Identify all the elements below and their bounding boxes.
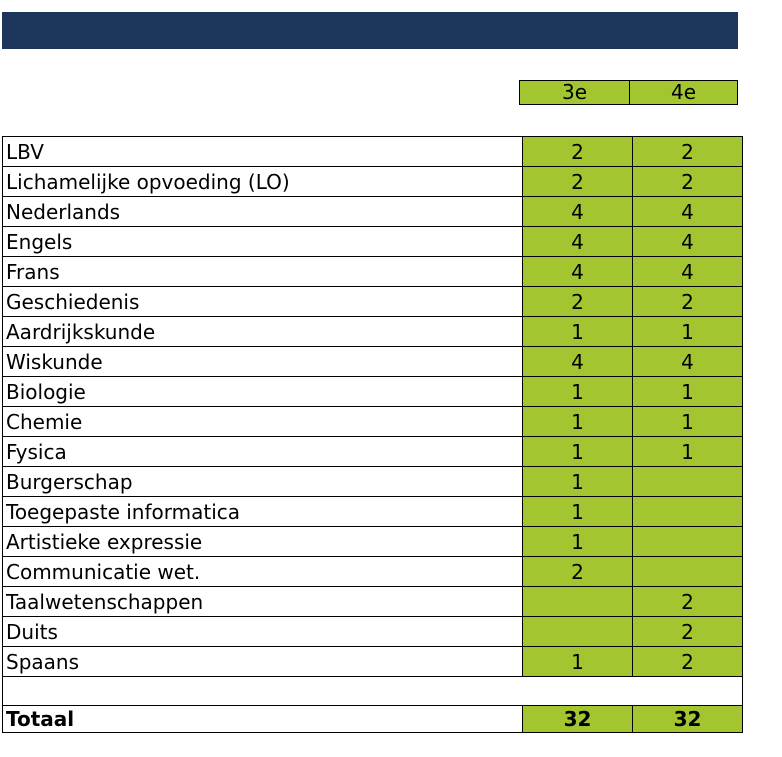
hours-3e-cell: 1 [523, 497, 633, 527]
hours-4e-cell: 2 [633, 617, 743, 647]
subject-cell: Biologie [3, 377, 523, 407]
hours-4e-cell: 4 [633, 257, 743, 287]
hours-3e-cell: 4 [523, 347, 633, 377]
subject-cell: Toegepaste informatica [3, 497, 523, 527]
table-row [3, 377, 743, 407]
subject-cell: Taalwetenschappen [3, 587, 523, 617]
subject-cell: Burgerschap [3, 467, 523, 497]
table-row [3, 287, 743, 317]
table-row [3, 137, 743, 167]
table-row [3, 197, 743, 227]
subject-cell: Nederlands [3, 197, 523, 227]
hours-3e-cell [523, 617, 633, 647]
subject-cell: Fysica [3, 437, 523, 467]
hours-3e-cell: 1 [523, 407, 633, 437]
subject-cell: Artistieke expressie [3, 527, 523, 557]
table-row [3, 257, 743, 287]
table-row [3, 527, 743, 557]
table-row [3, 497, 743, 527]
total-3e: 32 [523, 706, 633, 733]
table-row [3, 467, 743, 497]
blank-cell [3, 677, 743, 706]
hours-3e-cell: 1 [523, 467, 633, 497]
subject-cell: Spaans [3, 647, 523, 677]
table-row [3, 347, 743, 377]
hours-4e-cell: 1 [633, 437, 743, 467]
hours-4e-cell: 1 [633, 377, 743, 407]
hours-4e-cell: 2 [633, 287, 743, 317]
hours-table [2, 136, 743, 733]
hours-3e-cell: 4 [523, 227, 633, 257]
hours-4e-cell: 4 [633, 227, 743, 257]
subject-cell: Duits [3, 617, 523, 647]
hours-4e-cell: 4 [633, 197, 743, 227]
table-row [3, 407, 743, 437]
total-4e: 32 [633, 706, 743, 733]
table-row [3, 227, 743, 257]
hours-3e-cell: 1 [523, 647, 633, 677]
hours-4e-cell: 1 [633, 407, 743, 437]
hours-3e-cell: 2 [523, 167, 633, 197]
hours-4e-cell: 2 [633, 137, 743, 167]
subject-cell: Frans [3, 257, 523, 287]
table-row [3, 647, 743, 677]
table-row [3, 587, 743, 617]
hours-3e-cell: 1 [523, 437, 633, 467]
subject-cell: Communicatie wet. [3, 557, 523, 587]
total-row [3, 706, 743, 733]
hours-4e-cell: 2 [633, 647, 743, 677]
hours-4e-cell [633, 527, 743, 557]
header-4e: 4e [629, 80, 738, 105]
hours-4e-cell: 2 [633, 587, 743, 617]
hours-3e-cell: 2 [523, 287, 633, 317]
subject-cell: Geschiedenis [3, 287, 523, 317]
subject-cell: Chemie [3, 407, 523, 437]
subject-cell: Aardrijkskunde [3, 317, 523, 347]
subject-cell: LBV [3, 137, 523, 167]
hours-3e-cell [523, 587, 633, 617]
table-row [3, 617, 743, 647]
hours-4e-cell: 4 [633, 347, 743, 377]
hours-3e-cell: 1 [523, 377, 633, 407]
header-3e: 3e [519, 80, 630, 105]
subject-cell: Wiskunde [3, 347, 523, 377]
table-row [3, 557, 743, 587]
hours-3e-cell: 4 [523, 257, 633, 287]
hours-4e-cell: 1 [633, 317, 743, 347]
hours-4e-cell [633, 497, 743, 527]
title-banner [2, 12, 738, 49]
blank-row [3, 677, 743, 706]
hours-3e-cell: 2 [523, 557, 633, 587]
table-row [3, 167, 743, 197]
table-row [3, 437, 743, 467]
table-row [3, 317, 743, 347]
hours-3e-cell: 1 [523, 527, 633, 557]
total-label: Totaal [3, 706, 523, 733]
subject-cell: Lichamelijke opvoeding (LO) [3, 167, 523, 197]
subject-cell: Engels [3, 227, 523, 257]
hours-3e-cell: 1 [523, 317, 633, 347]
hours-3e-cell: 4 [523, 197, 633, 227]
hours-4e-cell [633, 467, 743, 497]
hours-4e-cell [633, 557, 743, 587]
hours-4e-cell: 2 [633, 167, 743, 197]
hours-3e-cell: 2 [523, 137, 633, 167]
